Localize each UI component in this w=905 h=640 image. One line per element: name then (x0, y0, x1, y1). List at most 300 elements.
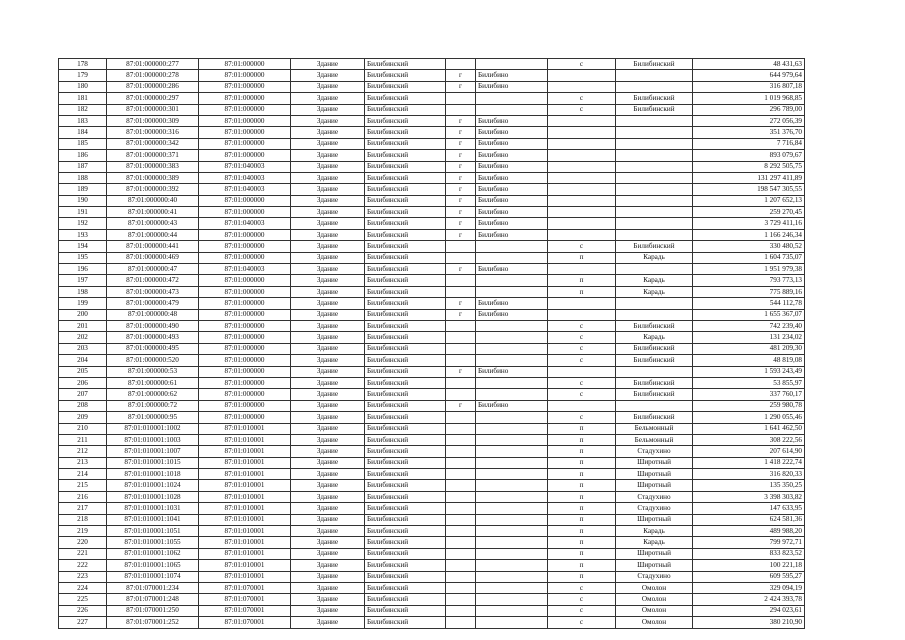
object-type-cell: Здание (291, 537, 365, 548)
cadastral-block-cell: 87:01:010001 (199, 537, 291, 548)
cadastral-value-cell: 1 655 367,07 (693, 309, 805, 320)
district-cell: Билибинский (365, 127, 446, 138)
locality-2-cell: Широтный (616, 469, 693, 480)
cadastral-block-cell: 87:01:010001 (199, 503, 291, 514)
locality-2-cell: Карадь (616, 286, 693, 297)
district-cell: Билибинский (365, 207, 446, 218)
cadastral-value-cell: 147 633,95 (693, 503, 805, 514)
row-number-cell: 202 (59, 332, 107, 343)
cadastral-number-cell: 87:01:000000:316 (107, 127, 199, 138)
district-cell: Билибинский (365, 605, 446, 616)
locality-type-1-cell: г (446, 195, 476, 206)
locality-2-cell: Омолон (616, 617, 693, 628)
locality-1-cell (476, 503, 548, 514)
locality-2-cell: Карадь (616, 252, 693, 263)
cadastral-number-cell: 87:01:000000:61 (107, 377, 199, 388)
locality-type-1-cell: г (446, 218, 476, 229)
locality-2-cell: Билибинский (616, 104, 693, 115)
object-type-cell: Здание (291, 207, 365, 218)
cadastral-value-cell: 624 581,36 (693, 514, 805, 525)
row-number-cell: 205 (59, 366, 107, 377)
locality-1-cell (476, 252, 548, 263)
row-number-cell: 207 (59, 389, 107, 400)
locality-2-cell: Стадухино (616, 571, 693, 582)
locality-type-2-cell (548, 70, 616, 81)
cadastral-value-cell: 609 595,27 (693, 571, 805, 582)
locality-type-1-cell (446, 275, 476, 286)
cadastral-number-cell: 87:01:000000:383 (107, 161, 199, 172)
locality-type-2-cell: п (548, 423, 616, 434)
locality-2-cell: Широтный (616, 480, 693, 491)
locality-type-2-cell: п (548, 457, 616, 468)
cadastral-block-cell: 87:01:000000 (199, 275, 291, 286)
row-number-cell: 215 (59, 480, 107, 491)
cadastral-value-cell: 259 270,45 (693, 207, 805, 218)
row-number-cell: 199 (59, 298, 107, 309)
locality-type-1-cell: г (446, 81, 476, 92)
locality-1-cell (476, 605, 548, 616)
locality-1-cell (476, 320, 548, 331)
cadastral-number-cell: 87:01:010001:1002 (107, 423, 199, 434)
cadastral-value-cell: 48 819,08 (693, 355, 805, 366)
table-row (59, 355, 805, 366)
cadastral-number-cell: 87:01:010001:1007 (107, 446, 199, 457)
locality-type-2-cell (548, 195, 616, 206)
row-number-cell: 201 (59, 320, 107, 331)
cadastral-block-cell: 87:01:000000 (199, 241, 291, 252)
locality-type-2-cell: п (548, 514, 616, 525)
object-type-cell: Здание (291, 332, 365, 343)
object-type-cell: Здание (291, 503, 365, 514)
locality-type-1-cell: г (446, 150, 476, 161)
object-type-cell: Здание (291, 127, 365, 138)
district-cell: Билибинский (365, 70, 446, 81)
cadastral-number-cell: 87:01:010001:1051 (107, 526, 199, 537)
cadastral-block-cell: 87:01:000000 (199, 320, 291, 331)
locality-1-cell (476, 526, 548, 537)
row-number-cell: 210 (59, 423, 107, 434)
table-row (59, 252, 805, 263)
locality-2-cell: Стадухино (616, 491, 693, 502)
cadastral-value-cell: 1 207 652,13 (693, 195, 805, 206)
locality-1-cell (476, 93, 548, 104)
locality-type-2-cell (548, 207, 616, 218)
locality-type-2-cell (548, 161, 616, 172)
district-cell: Билибинский (365, 332, 446, 343)
locality-type-2-cell (548, 298, 616, 309)
cadastral-number-cell: 87:01:010001:1065 (107, 560, 199, 571)
cadastral-value-cell: 272 056,39 (693, 115, 805, 126)
cadastral-block-cell: 87:01:000000 (199, 195, 291, 206)
cadastral-block-cell: 87:01:000000 (199, 343, 291, 354)
locality-1-cell: Билибино (476, 309, 548, 320)
locality-2-cell (616, 81, 693, 92)
cadastral-block-cell: 87:01:000000 (199, 115, 291, 126)
cadastral-number-cell: 87:01:000000:40 (107, 195, 199, 206)
locality-type-1-cell: г (446, 115, 476, 126)
locality-type-2-cell: с (548, 582, 616, 593)
locality-2-cell: Билибинский (616, 355, 693, 366)
row-number-cell: 186 (59, 150, 107, 161)
cadastral-value-cell: 294 023,61 (693, 605, 805, 616)
locality-type-1-cell (446, 457, 476, 468)
cadastral-number-cell: 87:01:000000:286 (107, 81, 199, 92)
locality-type-2-cell (548, 138, 616, 149)
locality-type-1-cell (446, 286, 476, 297)
locality-1-cell (476, 377, 548, 388)
locality-1-cell (476, 286, 548, 297)
cadastral-value-cell: 1 290 055,46 (693, 412, 805, 423)
table-row (59, 457, 805, 468)
object-type-cell: Здание (291, 229, 365, 240)
cadastral-number-cell: 87:01:010001:1041 (107, 514, 199, 525)
locality-type-1-cell (446, 241, 476, 252)
locality-2-cell (616, 161, 693, 172)
cadastral-block-cell: 87:01:010001 (199, 514, 291, 525)
object-type-cell: Здание (291, 150, 365, 161)
row-number-cell: 188 (59, 172, 107, 183)
cadastral-number-cell: 87:01:070001:234 (107, 582, 199, 593)
locality-type-2-cell: с (548, 104, 616, 115)
locality-1-cell: Билибино (476, 161, 548, 172)
district-cell: Билибинский (365, 59, 446, 70)
locality-2-cell (616, 172, 693, 183)
row-number-cell: 223 (59, 571, 107, 582)
cadastral-number-cell: 87:01:000000:297 (107, 93, 199, 104)
locality-type-2-cell: п (548, 480, 616, 491)
district-cell: Билибинский (365, 412, 446, 423)
cadastral-block-cell: 87:01:070001 (199, 617, 291, 628)
locality-type-1-cell (446, 537, 476, 548)
cadastral-value-cell: 131 297 411,89 (693, 172, 805, 183)
locality-type-1-cell (446, 343, 476, 354)
cadastral-value-cell: 1 641 462,50 (693, 423, 805, 434)
district-cell: Билибинский (365, 195, 446, 206)
table-row (59, 412, 805, 423)
object-type-cell: Здание (291, 389, 365, 400)
locality-type-1-cell (446, 503, 476, 514)
locality-2-cell: Омолон (616, 605, 693, 616)
row-number-cell: 213 (59, 457, 107, 468)
table-body (59, 59, 805, 629)
cadastral-block-cell: 87:01:000000 (199, 252, 291, 263)
locality-type-1-cell (446, 491, 476, 502)
cadastral-block-cell: 87:01:000000 (199, 229, 291, 240)
district-cell: Билибинский (365, 309, 446, 320)
locality-type-2-cell: с (548, 605, 616, 616)
cadastral-value-cell: 330 480,52 (693, 241, 805, 252)
cadastral-number-cell: 87:01:010001:1055 (107, 537, 199, 548)
table-row (59, 434, 805, 445)
district-cell: Билибинский (365, 469, 446, 480)
district-cell: Билибинский (365, 343, 446, 354)
locality-type-1-cell (446, 605, 476, 616)
cadastral-block-cell: 87:01:000000 (199, 150, 291, 161)
table-row (59, 548, 805, 559)
locality-1-cell (476, 571, 548, 582)
table-row (59, 298, 805, 309)
table-row (59, 93, 805, 104)
district-cell: Билибинский (365, 423, 446, 434)
cadastral-number-cell: 87:01:000000:495 (107, 343, 199, 354)
locality-1-cell: Билибино (476, 229, 548, 240)
object-type-cell: Здание (291, 252, 365, 263)
cadastral-number-cell: 87:01:000000:44 (107, 229, 199, 240)
locality-1-cell (476, 469, 548, 480)
cadastral-number-cell: 87:01:010001:1024 (107, 480, 199, 491)
object-type-cell: Здание (291, 571, 365, 582)
cadastral-value-cell: 135 350,25 (693, 480, 805, 491)
locality-2-cell (616, 366, 693, 377)
cadastral-block-cell: 87:01:070001 (199, 582, 291, 593)
locality-2-cell: Бельмонный (616, 423, 693, 434)
object-type-cell: Здание (291, 161, 365, 172)
cadastral-value-cell: 329 094,19 (693, 582, 805, 593)
table-row (59, 343, 805, 354)
locality-2-cell: Билибинский (616, 377, 693, 388)
object-type-cell: Здание (291, 400, 365, 411)
table-row (59, 446, 805, 457)
locality-1-cell (476, 560, 548, 571)
object-type-cell: Здание (291, 582, 365, 593)
locality-type-1-cell (446, 412, 476, 423)
locality-type-2-cell (548, 184, 616, 195)
locality-type-1-cell: г (446, 229, 476, 240)
row-number-cell: 183 (59, 115, 107, 126)
locality-2-cell (616, 115, 693, 126)
row-number-cell: 208 (59, 400, 107, 411)
locality-type-1-cell: г (446, 366, 476, 377)
locality-type-1-cell: г (446, 400, 476, 411)
locality-1-cell (476, 275, 548, 286)
locality-type-1-cell (446, 377, 476, 388)
locality-1-cell: Билибино (476, 400, 548, 411)
cadastral-number-cell: 87:01:070001:252 (107, 617, 199, 628)
row-number-cell: 212 (59, 446, 107, 457)
object-type-cell: Здание (291, 446, 365, 457)
locality-2-cell: Билибинский (616, 389, 693, 400)
district-cell: Билибинский (365, 366, 446, 377)
cadastral-number-cell: 87:01:000000:41 (107, 207, 199, 218)
locality-2-cell: Карадь (616, 526, 693, 537)
locality-1-cell (476, 594, 548, 605)
locality-1-cell: Билибино (476, 184, 548, 195)
cadastral-value-cell: 308 222,56 (693, 434, 805, 445)
row-number-cell: 211 (59, 434, 107, 445)
district-cell: Билибинский (365, 594, 446, 605)
object-type-cell: Здание (291, 594, 365, 605)
row-number-cell: 191 (59, 207, 107, 218)
locality-type-1-cell (446, 104, 476, 115)
cadastral-value-cell: 489 988,20 (693, 526, 805, 537)
cadastral-number-cell: 87:01:010001:1018 (107, 469, 199, 480)
cadastral-number-cell: 87:01:000000:72 (107, 400, 199, 411)
district-cell: Билибинский (365, 514, 446, 525)
district-cell: Билибинский (365, 537, 446, 548)
locality-2-cell: Широтный (616, 560, 693, 571)
locality-2-cell: Карадь (616, 275, 693, 286)
locality-type-2-cell: с (548, 59, 616, 70)
table-row (59, 207, 805, 218)
object-type-cell: Здание (291, 548, 365, 559)
locality-1-cell (476, 480, 548, 491)
locality-type-2-cell: с (548, 241, 616, 252)
locality-2-cell: Билибинский (616, 93, 693, 104)
locality-type-1-cell (446, 93, 476, 104)
locality-type-1-cell (446, 480, 476, 491)
cadastral-value-cell: 380 210,90 (693, 617, 805, 628)
cadastral-number-cell: 87:01:000000:342 (107, 138, 199, 149)
row-number-cell: 197 (59, 275, 107, 286)
district-cell: Билибинский (365, 503, 446, 514)
locality-type-1-cell (446, 423, 476, 434)
locality-type-2-cell (548, 366, 616, 377)
district-cell: Билибинский (365, 582, 446, 593)
locality-2-cell: Омолон (616, 594, 693, 605)
cadastral-block-cell: 87:01:010001 (199, 571, 291, 582)
locality-type-2-cell (548, 150, 616, 161)
table-row (59, 377, 805, 388)
table-row (59, 389, 805, 400)
table-row (59, 309, 805, 320)
row-number-cell: 226 (59, 605, 107, 616)
cadastral-number-cell: 87:01:010001:1074 (107, 571, 199, 582)
table-row (59, 423, 805, 434)
locality-type-2-cell: п (548, 252, 616, 263)
district-cell: Билибинский (365, 434, 446, 445)
cadastral-block-cell: 87:01:040003 (199, 218, 291, 229)
table-row (59, 161, 805, 172)
cadastral-block-cell: 87:01:010001 (199, 526, 291, 537)
table-row (59, 560, 805, 571)
locality-type-1-cell: г (446, 127, 476, 138)
district-cell: Билибинский (365, 355, 446, 366)
object-type-cell: Здание (291, 93, 365, 104)
locality-type-1-cell: г (446, 138, 476, 149)
row-number-cell: 200 (59, 309, 107, 320)
locality-2-cell: Билибинский (616, 412, 693, 423)
locality-type-2-cell: с (548, 332, 616, 343)
table-row (59, 264, 805, 275)
locality-1-cell (476, 537, 548, 548)
locality-1-cell: Билибино (476, 115, 548, 126)
district-cell: Билибинский (365, 275, 446, 286)
locality-type-1-cell: г (446, 161, 476, 172)
locality-1-cell: Билибино (476, 81, 548, 92)
table-row (59, 59, 805, 70)
table-row (59, 70, 805, 81)
locality-type-1-cell: г (446, 264, 476, 275)
locality-2-cell: Широтный (616, 548, 693, 559)
cadastral-value-cell: 48 431,63 (693, 59, 805, 70)
object-type-cell: Здание (291, 275, 365, 286)
cadastral-number-cell: 87:01:000000:277 (107, 59, 199, 70)
cadastral-block-cell: 87:01:000000 (199, 332, 291, 343)
district-cell: Билибинский (365, 286, 446, 297)
locality-type-1-cell (446, 469, 476, 480)
district-cell: Билибинский (365, 480, 446, 491)
row-number-cell: 181 (59, 93, 107, 104)
table-row (59, 469, 805, 480)
cadastral-value-cell: 53 855,97 (693, 377, 805, 388)
locality-type-2-cell: п (548, 286, 616, 297)
locality-2-cell (616, 195, 693, 206)
table-row (59, 526, 805, 537)
cadastral-number-cell: 87:01:000000:392 (107, 184, 199, 195)
cadastral-value-cell: 351 376,70 (693, 127, 805, 138)
locality-2-cell: Стадухино (616, 446, 693, 457)
object-type-cell: Здание (291, 172, 365, 183)
locality-1-cell: Билибино (476, 298, 548, 309)
cadastral-number-cell: 87:01:000000:389 (107, 172, 199, 183)
cadastral-block-cell: 87:01:010001 (199, 446, 291, 457)
cadastral-value-cell: 207 614,90 (693, 446, 805, 457)
locality-1-cell: Билибино (476, 150, 548, 161)
district-cell: Билибинский (365, 241, 446, 252)
locality-type-2-cell: п (548, 446, 616, 457)
object-type-cell: Здание (291, 320, 365, 331)
locality-type-1-cell (446, 320, 476, 331)
row-number-cell: 179 (59, 70, 107, 81)
locality-type-1-cell (446, 59, 476, 70)
cadastral-block-cell: 87:01:000000 (199, 286, 291, 297)
locality-1-cell: Билибино (476, 218, 548, 229)
row-number-cell: 225 (59, 594, 107, 605)
row-number-cell: 189 (59, 184, 107, 195)
object-type-cell: Здание (291, 286, 365, 297)
object-type-cell: Здание (291, 81, 365, 92)
cadastral-block-cell: 87:01:000000 (199, 355, 291, 366)
cadastral-value-cell: 131 234,02 (693, 332, 805, 343)
table-row (59, 514, 805, 525)
cadastral-block-cell: 87:01:000000 (199, 70, 291, 81)
cadastral-block-cell: 87:01:040003 (199, 184, 291, 195)
district-cell: Билибинский (365, 298, 446, 309)
district-cell: Билибинский (365, 571, 446, 582)
cadastral-value-cell: 644 979,64 (693, 70, 805, 81)
table-row (59, 491, 805, 502)
cadastral-number-cell: 87:01:000000:278 (107, 70, 199, 81)
cadastral-block-cell: 87:01:000000 (199, 377, 291, 388)
locality-type-2-cell (548, 115, 616, 126)
locality-type-1-cell (446, 355, 476, 366)
locality-1-cell (476, 514, 548, 525)
cadastral-block-cell: 87:01:000000 (199, 366, 291, 377)
locality-type-2-cell (548, 309, 616, 320)
row-number-cell: 194 (59, 241, 107, 252)
locality-1-cell (476, 457, 548, 468)
locality-1-cell (476, 491, 548, 502)
row-number-cell: 195 (59, 252, 107, 263)
cadastral-block-cell: 87:01:000000 (199, 412, 291, 423)
object-type-cell: Здание (291, 423, 365, 434)
table-row (59, 332, 805, 343)
cadastral-table (58, 58, 805, 629)
locality-type-2-cell: п (548, 560, 616, 571)
locality-2-cell (616, 218, 693, 229)
locality-type-2-cell: с (548, 93, 616, 104)
cadastral-value-cell: 1 418 222,74 (693, 457, 805, 468)
locality-2-cell: Широтный (616, 457, 693, 468)
locality-type-2-cell: п (548, 548, 616, 559)
object-type-cell: Здание (291, 343, 365, 354)
table-row (59, 503, 805, 514)
locality-2-cell: Билибинский (616, 343, 693, 354)
locality-1-cell (476, 582, 548, 593)
cadastral-number-cell: 87:01:010001:1015 (107, 457, 199, 468)
object-type-cell: Здание (291, 605, 365, 616)
row-number-cell: 206 (59, 377, 107, 388)
